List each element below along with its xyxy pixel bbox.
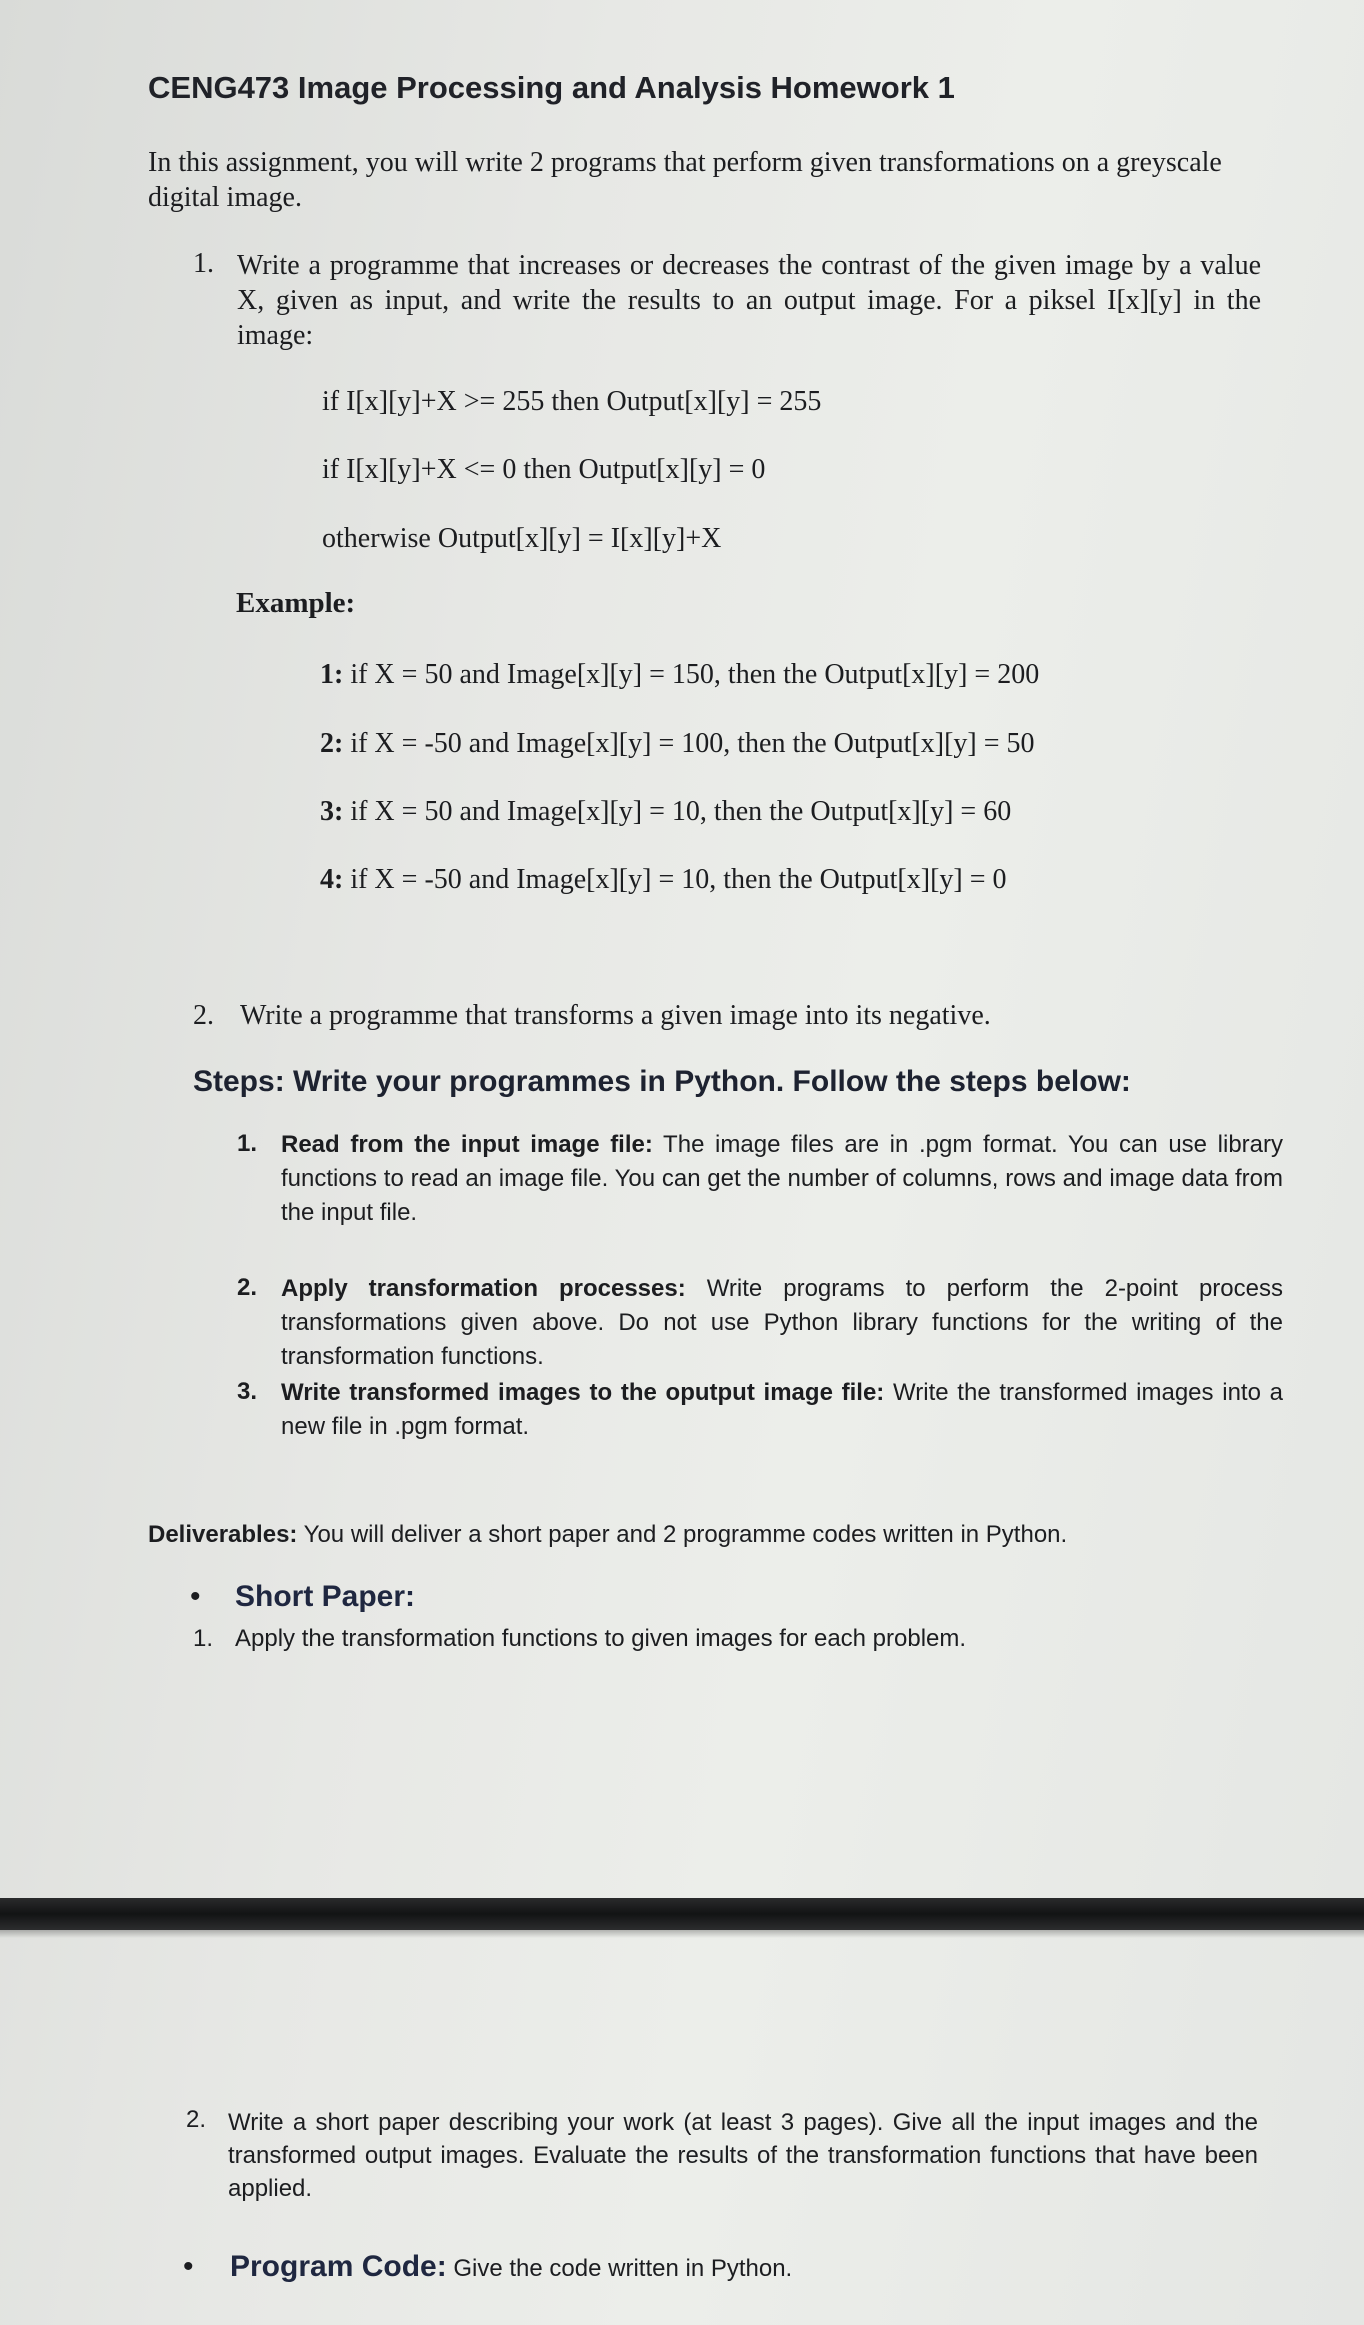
step-2 xyxy=(281,1272,1283,1374)
step-2-text: Write programs to perform the 2-point process transformations given above. Do not use Python library functions for the writing of the transformation functions. xyxy=(281,1275,1283,1370)
example-1-text: if X = 50 and Image[x][y] = 150, then the Output[x][y] = 200 xyxy=(350,659,1040,690)
page-title: CENG473 Image Processing and Analysis Homework 1 xyxy=(148,70,955,105)
program-code-text: Give the code written in Python. xyxy=(446,2255,793,2282)
step-3-number: 3. xyxy=(237,1378,258,1405)
example-4 xyxy=(320,864,1007,896)
step-3 xyxy=(281,1376,1283,1444)
example-label: Example: xyxy=(236,587,356,619)
example-3-text: if X = 50 and Image[x][y] = 10, then the Output[x][y] = 60 xyxy=(350,796,1012,827)
step-1-number: 1. xyxy=(237,1130,258,1157)
short-paper-item-2: Write a short paper describing your work (at least 3 pages). Give all the input images and the transformed output images. Evaluate the results of the transformation functions that have been applied. xyxy=(228,2109,1258,2202)
screen-divider-bar xyxy=(0,1898,1364,1930)
example-4-num: 4: xyxy=(320,864,344,895)
example-2 xyxy=(320,728,1035,760)
rule-3: otherwise Output[x][y] = I[x][y]+X xyxy=(322,523,722,554)
short-paper-label: Short Paper: xyxy=(235,1580,416,1613)
step-1 xyxy=(281,1128,1283,1230)
problem-1-text: Write a programme that increases or decreases the contrast of the given image by a value X, given as input, and write the results to an output image. For a piksel I[x][y] in the image: xyxy=(237,250,1261,351)
rule-1: if I[x][y]+X >= 255 then Output[x][y] = 255 xyxy=(322,386,822,417)
example-2-text: if X = -50 and Image[x][y] = 100, then the Output[x][y] = 50 xyxy=(350,728,1035,759)
problem-1-number: 1. xyxy=(193,248,214,279)
example-4-text: if X = -50 and Image[x][y] = 10, then the Output[x][y] = 0 xyxy=(350,864,1007,895)
example-3-num: 3: xyxy=(320,796,344,827)
program-code-label: Program Code: xyxy=(230,2250,447,2283)
example-3 xyxy=(320,796,1011,828)
short-paper-item-1: Apply the transformation functions to given images for each problem. xyxy=(235,1625,967,1652)
deliverables-text: You will deliver a short paper and 2 programme codes written in Python. xyxy=(297,1521,1068,1548)
screen-divider-shadow xyxy=(0,1930,1364,1938)
step-3-title: Write transformed images to the oputput image file: xyxy=(281,1379,885,1406)
example-1 xyxy=(320,659,1039,691)
step-1-title: Read from the input image file: xyxy=(281,1131,653,1158)
step-1-text: The image files are in .pgm format. You can use library functions to read an image file. You can get the number of columns, rows and image data from the input file. xyxy=(281,1131,1283,1226)
problem-2-number: 2. xyxy=(193,1000,214,1031)
deliverables xyxy=(148,1521,1067,1549)
program-code xyxy=(230,2250,792,2284)
step-3-text: Write the transformed images into a new file in .pgm format. xyxy=(281,1379,1284,1440)
intro-paragraph: In this assignment, you will write 2 programs that perform given transformations on a greyscale digital image. xyxy=(148,147,1222,213)
example-1-num: 1: xyxy=(320,659,344,690)
deliverables-label: Deliverables: xyxy=(148,1521,298,1548)
program-code-bullet: • xyxy=(183,2250,194,2283)
short-paper-item-1-number: 1. xyxy=(193,1625,214,1652)
problem-2-text: Write a programme that transforms a given image into its negative. xyxy=(240,1000,991,1031)
step-2-number: 2. xyxy=(237,1274,258,1301)
short-paper-item-2-number: 2. xyxy=(186,2106,207,2133)
steps-heading: Steps: Write your programmes in Python. Follow the steps below: xyxy=(193,1065,1131,1098)
short-paper-bullet: • xyxy=(190,1580,201,1613)
rule-2: if I[x][y]+X <= 0 then Output[x][y] = 0 xyxy=(322,454,766,485)
example-2-num: 2: xyxy=(320,728,344,759)
step-2-title: Apply transformation processes: xyxy=(281,1275,686,1302)
